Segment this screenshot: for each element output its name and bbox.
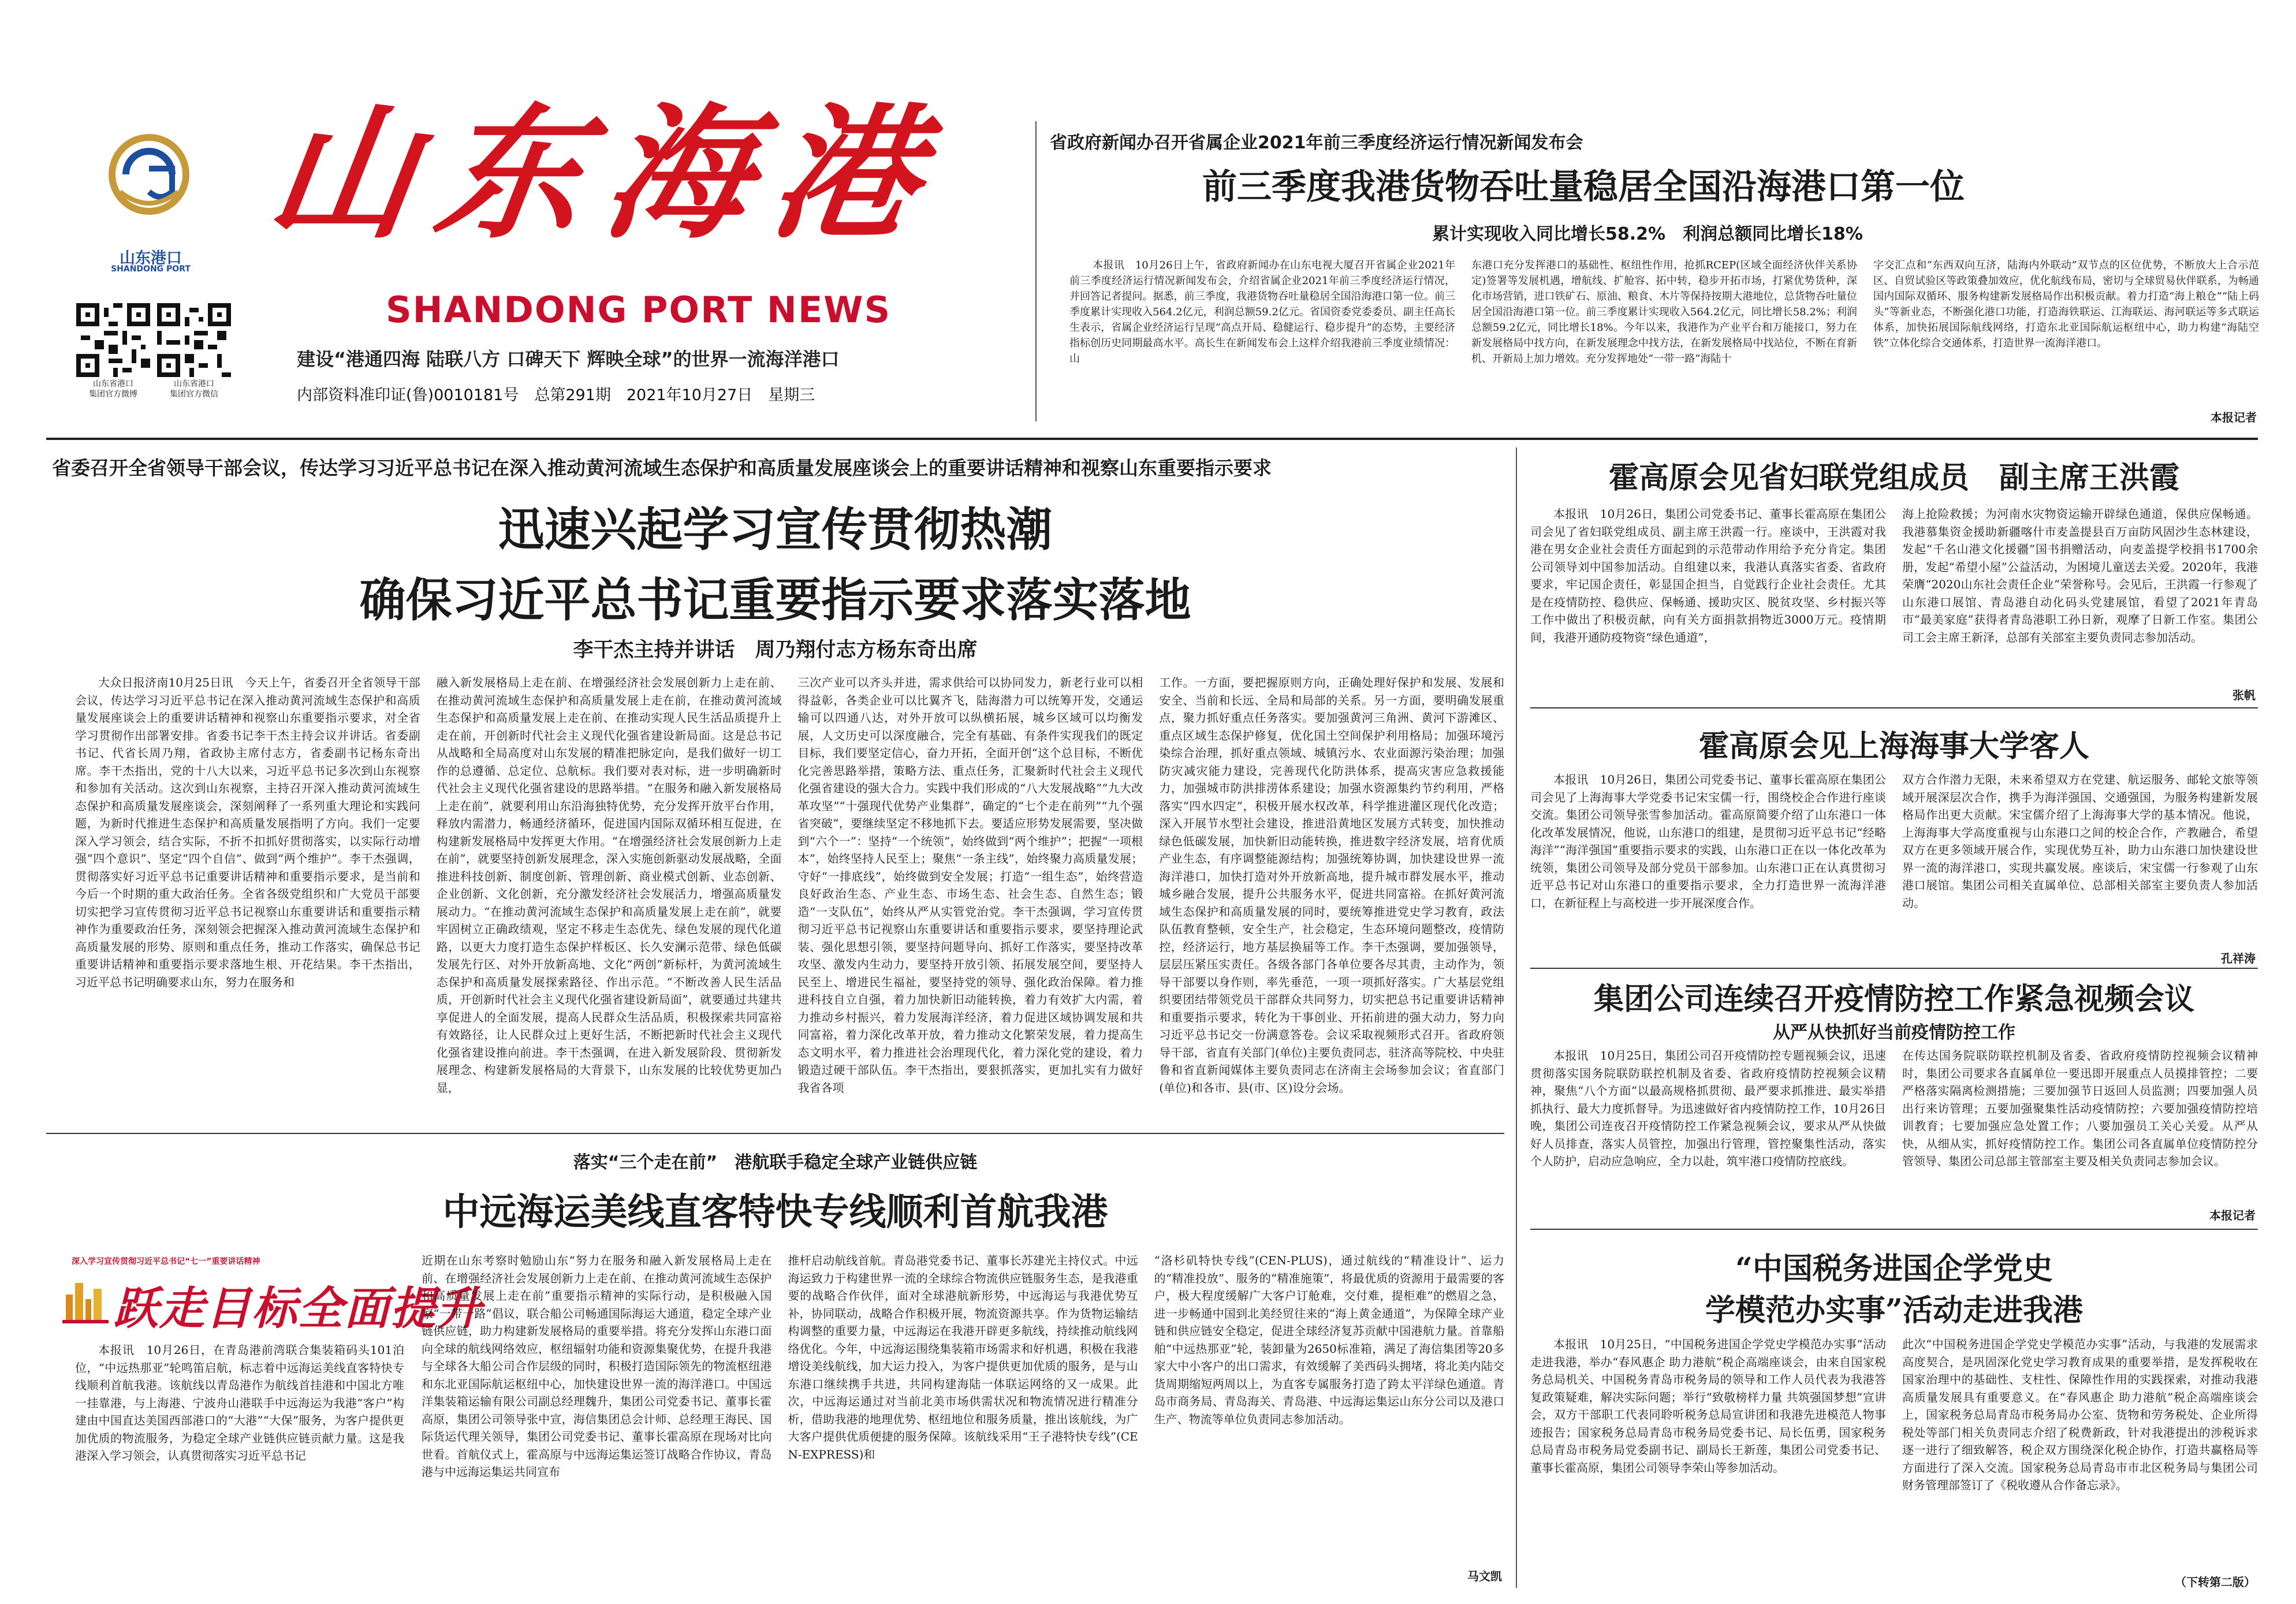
story-shipping-col-1: 本报讯 10月26日，在青岛港前湾联合集装箱码头101泊位，“中远热那亚”轮鸣笛启航，标志着中远海运美线直客特快专线顺利首航我港。该航线以青岛港作为航线首挂港和中国北方唯一挂靠港，与上海港、宁波舟山港联手中远海运为我港“客户”构建由中国直达美国西部港口的“大港”“大保”服务，为客户提供更加优质的物流服务，为稳定全球产业链供应链贡献力量。这是我港深入学习领会，认真贯彻落实习近平总书记 (75, 1343, 404, 1463)
issue-line: 内部资料准印证(鲁)0010181号 总第291期 2021年10月27日 星期三 (297, 386, 815, 404)
top-story-signature: 本报记者 (2205, 408, 2257, 425)
story-tax-headline-1: “中国税务进国企学党史 (1735, 1251, 2053, 1286)
study-campaign-badge (62, 1252, 483, 1335)
story-tax-continued: （下转第二版） (2169, 1573, 2256, 1590)
logo-en: SHANDONG PORT (111, 264, 191, 274)
story-shipping-body (422, 1252, 1504, 1584)
story-women-federation (1530, 447, 2258, 704)
right-rule-1 (1530, 707, 2258, 708)
main-column-divider (1516, 447, 1517, 1588)
story-shmu-col-1: 本报讯 10月26日，集团公司党委书记、董事长霍高原在集团公司会见了上海海事大学党委书记宋宝儒一行，围绕校企合作进行座谈交流。集团公司领导张雪参加活动。霍高原简要介绍了山东港口一体化改革发展情况，他说，山东港口的组建，是贯彻习近平总书记“经略海洋”“海洋强国”重要指示要求的实践，山东港口正在以一体化改革为统领，集团公司领导及部分党员干部参加。山东港口正在认真贯彻习近平总书记对山东港口的重要指示要求，全力打造世界一流海洋港口，在新征程上与高校进一步开展深度合作。 (1530, 773, 1886, 910)
qr-code-wechat-icon (157, 303, 231, 377)
story-epidemic-body (1530, 1047, 2258, 1223)
story-women-federation-body (1530, 505, 2258, 703)
story-women-signature: 张帆 (2227, 686, 2256, 703)
story-women-col-2: 海上抢险救援；为河南水灾物资运输开辟绿色通道，保供应保畅通。我港慕集资金援助新疆喀什市麦盖提县百万亩防风固沙生态林建设，发起“千名山港文化援疆”国书捐赠活动，向麦盖提学校捐书1700余册，发起“希望小屋”公益活动，为困境儿童送去关爱。2020年，我港荣膺“2020山东社会责任企业”荣誉称号。会见后，王洪霞一行参观了山东港口展馆、青岛港自动化码头党建展馆，看望了2021年青岛市“最美家庭”获得者青岛港职工孙日新，观摩了日新工作室。集团公司工会主席王新泽，总部有关部室主要负责同志参加活动。 (1902, 507, 2258, 644)
top-story-col-2: 东港口充分发挥港口的基础性、枢纽性作用，抢抓RCEP(区域全面经济伙伴关系协定)签署等发展机遇，增航线、扩舱容、拓中转，稳步开拓市场，打紧优势货种，深化市场营销，进口铁矿石、原油、粮食、木片等保持按期大港地位，总货物吞吐量位居全国沿海港口第一位。前三季度累计实现收入564.2亿元，同比增长58.2%；利润总额59.2亿元，同比增长18%。今年以来，我港作为产业平台和万能接口，努力在新发展格局中找方向，在新发展理念中找方法，在新发展格局中找站位，不断在育新机、开新局上加力增效。充分发挥地处“一带一路”海陆十 (1471, 259, 1857, 365)
story-tax-headline-2: 学模范办实事”活动走进我港 (1705, 1293, 2083, 1328)
shandong-port-logo-icon (103, 128, 195, 244)
story-tax-col-2: 此次“中国税务进国企学党史学模范办实事”活动，与我港的发展需求高度契合，是巩固深化党史学习教育成果的重要举措，是发挥税收在国家治理中的基础性、支柱性、保障性作用的实践探索，对推动我港高质量发展具有重要意义。在“春风惠企 助力港航”税企高端座谈会上，国家税务总局青岛市税务局办公室、货物和劳务税处、企业所得税处等部门相关负责同志介绍了税费新政，针对我港提出的涉税诉求逐一进行了细致解答，税企双方围绕深化税企协作，打造共赢格局等方面进行了深入交流。国家税务总局青岛市市北区税务局与集团公司财务管理部签订了《税收遵从合作备忘录》。 (1902, 1337, 2258, 1492)
top-story (1046, 121, 2259, 433)
top-story-headline: 前三季度我港货物吞吐量稳居全国沿海港口第一位 (1202, 167, 1965, 207)
logo-text: 山东港口 (120, 249, 182, 267)
city-skyline-icon (62, 1271, 109, 1323)
story-shipping-col-2: 近期在山东考察时勉励山东“努力在服务和融入新发展格局上走在前、在增强经济社会发展创新力上走在前、在推动黄河流域生态保护和高质量发展上走在前”重要指示精神的实际行动，是积极融入国家“一带一路”倡议，联合船公司畅通国际海运大通道，稳定全球产业链供应链，助力构建新发展格局的重要举措。将充分发挥山东港口面向全球的航线网络效应，枢纽辐射功能和资源集聚优势，在提升我港与全球各大船公司合作层级的同时，积极打造国际领先的物流枢纽港和东北亚国际航运枢纽中心，加快建设世界一流的海洋港口。中国远洋集装箱运输有限公司副总经理魏升，集团公司党委书记、董事长霍高原，集团公司领导张中宣，海信集团总会计师、总经理王海民、国际货运代理关领导，集团公司党委书记、董事长霍高原在现场对比向世看。首航仪式上，霍高原与中远海运集运签订战略合作协议，青岛港与中远海运集运共同宣布 (422, 1254, 772, 1479)
masthead-slogan: 建设“港通四海 陆联八方 口碑天下 辉映全球”的世界一流海洋港口 (297, 348, 840, 370)
qr-weibo-label: 山东省港口 集团官方微博 (89, 379, 137, 399)
lead-story (46, 447, 1504, 1129)
lead-story-headline-1: 迅速兴起学习宣传贯彻热潮 (498, 502, 1053, 557)
story-shmu-col-2: 双方合作潜力无限，未来希望双方在党建、航运服务、邮轮文旅等领域开展深层次合作，携手为海洋强国、交通强国，为服务构建新发展格局作出更大贡献。宋宝儒介绍了上海海事大学的基本情况。他说，上海海事大学高度重视与山东港口之间的校企合作，产教融合，希望双方在更多领域开展合作，实现优势互补，助力山东港口加快建设世界一流的海洋港口，实现共赢发展。座谈后，宋宝儒一行参观了山东港口展馆。集团公司相关直属单位、总部相关部室主要负责人参加活动。 (1902, 773, 2258, 910)
lead-story-subhead: 李干杰主持并讲话 周乃翔付志方杨东奇出席 (573, 639, 978, 662)
right-rule-3 (1530, 1229, 2258, 1230)
story-tax (1530, 1233, 2258, 1591)
story-shipping-col-1-wrap (75, 1341, 404, 1584)
story-shipping-signature: 马文凯 (1462, 1567, 1502, 1584)
story-shanghai-maritime (1530, 711, 2258, 965)
top-story-kicker: 省政府新闻办召开省属企业2021年前三季度经济运行情况新闻发布会 (1050, 133, 1583, 153)
lead-story-kicker: 省委召开全省领导干部会议，传达学习习近平总书记在深入推动黄河流域生态保护和高质量发展座谈会上的重要讲话精神和视察山东重要指示要求 (52, 457, 1272, 479)
top-story-subhead: 累计实现收入同比增长58.2% 利润总额同比增长18% (1432, 224, 1863, 244)
story-shipping-headline: 中远海运美线直客特快专线顺利首航我港 (442, 1191, 1108, 1234)
story-tax-col-1: 本报讯 10月25日，“中国税务进国企学党史学模范办实事”活动走进我港，举办“春风惠企 助力港航”税企高端座谈会，由来自国家税务总局机关、中国税务青岛市税务局的领导和工作人员代表为我港答复政策疑难，解决实际问题；举行“致敬榜样力量 共筑强国梦想”宣讲会，双方干部职工代表同聆听税务总局宣讲团和我港先进模范人物事迹报告；国家税务总局青岛市税务局党委书记、局长伍勇，国家税务总局青岛市税务局党委副书记、副局长王新莲，集团公司党委书记、董事长霍高原，集团公司领导李荣山等参加活动。 (1530, 1337, 1886, 1475)
masthead-rule (46, 438, 2258, 440)
story-shipping-kicker: 落实“三个走在前” 港航联手稳定全球产业链供应链 (573, 1152, 978, 1173)
story-tax-body (1530, 1336, 2258, 1590)
lead-story-col-1: 大众日报济南10月25日讯 今天上午，省委召开全省领导干部会议，传达学习习近平总书记在深入推动黄河流域生态保护和高质量发展座谈会上的重要讲话精神和视察山东重要指示要求，对全省学习贯彻作出部署安排。省委书记李干杰主持会议并讲话。省委副书记、代省长周乃翔，省政协主席付志方，省委副书记杨东奇出席。李干杰指出，党的十八大以来，习近平总书记多次到山东视察和参加有关活动。这次到山东视察，主持召开深入推动黄河流域生态保护和高质量发展座谈会，深刻阐释了一系列重大理论和实践问题，为新时代推进生态保护和高质量发展指明了方向。我们一定要深入学习领会，结合实际，不折不扣抓好贯彻落实，以实际行动增强“四个意识”、坚定“四个自信”、做到“两个维护”。李干杰强调，贯彻落实好习近平总书记重要讲话精神和重要指示要求，是当前和今后一个时期的重大政治任务。全省各级党组织和广大党员干部要切实把学习宣传贯彻习近平总书记视察山东重要讲话和重要指示精神作为重要政治任务，深刻领会把握深入推动黄河流域生态保护和高质量发展的形势、原则和重点任务，推动工作落实，确保总书记重要讲话精神和重要指示要求落地生根、开花结果。李干杰指出，习近平总书记明确要求山东，努力在服务和 (75, 676, 420, 989)
lead-story-body (75, 674, 1504, 1130)
story-epidemic-headline: 集团公司连续召开疫情防控工作紧急视频会议 (1593, 982, 2194, 1017)
story-epidemic (1530, 972, 2258, 1226)
story-women-federation-headline: 霍高原会见省妇联党组成员 副主席王洪霞 (1608, 460, 2179, 495)
lead-story-col-2: 融入新发展格局上走在前、在增强经济社会发展创新力上走在前、在推动黄河流域生态保护和高质量发展上走在前，在推动黄河流域生态保护和高质量发展上走在前、在推动实现人民生活品质提升上走在前，开创新时代社会主义现代化强省建设新局面。这是总书记从战略和全局高度对山东发展的精准把脉定向，是我们做好一切工作的总遵循、总定位、总航标。我们要对表对标，进一步明确新时代社会主义现代化强省建设的思路举措。“在服务和融入新发展格局上走在前”，就要利用山东沿海独特优势，充分发挥开放平台作用，释放内需潜力，畅通经济循环，促进国内国际双循环相互促进，在构建新发展格局中发挥更大作用。“在增强经济社会发展创新力上走在前”，就要坚持创新发展理念，深入实施创新驱动发展战略，全面推进科技创新、制度创新、管理创新、商业模式创新、业态创新、企业创新、文化创新，充分激发经济社会发展活力，增强高质量发展动力。“在推动黄河流域生态保护和高质量发展上走在前”，就要牢固树立正确政绩观，坚定不移走生态优先、绿色发展的现代化道路，以更大力度打造生态保护样板区、长久安澜示范带、绿色低碳发展先行区、对外开放新高地、文化“两创”新标杆，为黄河流域生态保护和高质量发展探索路径、作出示范。“不断改善人民生活品质，开创新时代社会主义现代化强省建设新局面”，就要通过共建共享促进人的全面发展，提高人民群众生活品质，积极探索共同富裕有效路径，让人民群众过上更好生活，不断把新时代社会主义现代化强省建设推向前进。李干杰强调，在进入新发展阶段、贯彻新发展理念、构建新发展格局的大背景下，山东发展的比较优势更加凸显， (436, 676, 782, 1095)
masthead (0, 0, 1034, 442)
masthead-title: 山东海港 (259, 88, 953, 258)
story-shmu-signature: 孔祥涛 (2215, 949, 2256, 966)
story-shanghai-maritime-body (1530, 771, 2258, 966)
story-epidemic-signature: 本报记者 (2204, 1206, 2256, 1223)
story-shipping-col-3: 推杆启动航线首航。青岛港党委书记、董事长苏建光主持仪式。中远海运致力于构建世界一流的全球综合物流供应链服务生态，是我港重要的战略合作伙伴，面对全球港航新形势，中远海运与我港优势互补，协同联动，战略合作积极开展，物流资源共享。作为货物运输结构调整的重要力量，中远海运在我港开辟更多航线，持续推动航线网络优化。今年，中远海运围绕集装箱市场需求和好机遇，积极在我港增设美线航线，加大运力投入，为客户提供更加优质的服务，是与山东港口继续携手共进，共同构建海陆一体联运网络的又一成果。此次，中远海运通过对当前北美市场供需状况和物流情况进行精准分析，借助我港的地理优势、枢纽地位和服务质量，推出该航线，为广大客户提供优质便捷的服务保障。该航线采用“王子港特快专线”(CEN-EXPRESS)和 (788, 1254, 1138, 1461)
lower-left-rule (46, 1133, 1504, 1134)
lead-story-headline-2: 确保习近平总书记重要指示要求落实落地 (359, 573, 1191, 627)
story-shanghai-maritime-headline: 霍高原会见上海海事大学客人 (1698, 729, 2089, 764)
story-shipping (46, 1136, 1504, 1588)
story-epidemic-col-2: 在传达国务院联防联控机制及省委、省政府疫情防控视频会议精神时，集团公司要求各直属单位一要迅即开展重点人员摸排管控；二要严格落实隔离检测措施；三要加强节日返回人员监测；四要加强人员出行来访管理；五要加强聚集性活动疫情防控；六要加强疫情防控培训教育；七要加强应急处置工作；八要加强员工关心关爱。从严从快，从细从实，抓好疫情防控工作。集团公司各直属单位疫情防控分管领导、集团公司总部主管部室主要及相关负责同志参加会议。 (1902, 1049, 2258, 1168)
qr-code-weibo-icon (76, 303, 150, 377)
lead-story-col-4: 工作。一方面，要把握原则方向，正确处理好保护和发展、发展和安全、当前和长远、全局和局部的关系。另一方面，要明确发展重点，聚力抓好重点任务落实。要加强黄河三角洲、黄河下游滩区、重点区域生态保护修复，优化国土空间保护利用格局；加强环境污染综合治理，抓好重点领域、城镇污水、农业面源污染治理；加强防灾减灾能力建设，完善现代化防洪体系，提高灾害应急救援能力，加强城市防洪排涝体系建设；加强水资源集约节约利用，严格落实“四水四定”，积极开展水权改革，科学推进灌区现代化改造；深入开展节水型社会建设，推进沿黄地区发展方式转变，加快推动绿色低碳发展，加快新旧动能转换，推进数字经济发展，培育优质产业生态，有序调整能源结构；加强统筹协调，加快建设世界一流海洋港口，加快打造对外开放新高地，提升城市群发展水平，推动城乡融合发展，提升公共服务水平，促进共同富裕。在抓好黄河流域生态保护和高质量发展的同时，要统筹推进党史学习教育，政法队伍教育整顿，安全生产，社会稳定，生态环境问题整改，疫情防控，经济运行，地方基层换届等工作。李干杰强调，要加强领导，层层压紧压实责任。各级各部门各单位要各尽其责，主动作为，领导干部要以身作则，率先垂范，一项一项抓好落实。广大基层党组织要团结带领党员干部群众共同努力，切实把总书记重要讲话精神和重要指示要求，转化为干事创业、开拓前进的强大动力，努力向习近平总书记交一份满意答卷。会议采取视频形式召开。省政府领导干部，省直有关部门(单位)主要负责同志，驻济高等院校、中央驻鲁和省直新闻媒体主要负责同志在济南主会场参加会议；省直部门(单位)和各市、县(市、区)设分会场。 (1159, 676, 1504, 1095)
qr-wechat-label: 山东省港口 集团官方微信 (170, 379, 218, 399)
story-epidemic-col-1: 本报讯 10月25日，集团公司召开疫情防控专题视频会议，迅速贯彻落实国务院联防联控机制及省委、省政府疫情防控视频会议精神，聚焦“八个方面”以最高规格抓贯彻、最严要求抓推进、最实举措抓执行、最大力度抓督导。为迅速做好省内疫情防控工作，10月26日晚，集团公司连夜召开疫情防控工作紧急视频会议，要求从严从快做好人员排查，落实人员管控，加强出行管理，管控聚集性活动，落实个人防护，启动应急响应，全力以赴，筑牢港口疫情防控底线。 (1530, 1049, 1886, 1168)
right-rule-2 (1530, 968, 2258, 969)
study-campaign-badge-large: 跃走目标全面提升 (113, 1282, 483, 1335)
story-shipping-col-4: “洛杉矶特快专线”(CEN-PLUS)，通过航线的“精准设计”、运力的“精准投放”、服务的“精准施策”，将最优质的资源用于最需要的客户，极大程度缓解广大客户订舱难，交付难，提柜难”的燃眉之急，进一步畅通中国到北美经贸往来的“海上黄金通道”，为保障全球产业链和供应链安全稳定，促进全球经济复苏贡献中国港航力量。首靠船舶“中远热那亚”轮，装卸量为2650标准箱，满足了海信集团等20多家大中小客户的出口需求，有效缓解了美西码头拥堵，将北美内陆交货周期缩短两周以上，为直客专属服务打造了跨太平洋绿色通道。青岛市商务局、青岛海关、青岛港、中远海运集运山东分公司以及港口生产、物流等单位负责同志参加活动。 (1154, 1254, 1504, 1426)
top-story-col-1: 本报讯 10月26日上午，省政府新闻办在山东电视大厦召开省属企业2021年前三季度经济运行情况新闻发布会，介绍省属企业2021年前三季度经济运行情况，并回答记者提问。据悉，前三季度，我港货物吞吐量稳居全国沿海港口第一位。前三季度累计实现收入564.2亿元，利润总额59.2亿元。省国资委党委委员、副主任高长生表示，省属企业经济运行呈现“高点开局、稳健运行、稳步提升”的态势，主要经济指标创历史同期最高水平。高长生在新闻发布会上这样介绍我港前三季度业绩情况：山 (1069, 259, 1455, 365)
story-women-col-1: 本报讯 10月26日，集团公司党委书记、董事长霍高原在集团公司会见了省妇联党组成员、副主席王洪霞一行。座谈中，王洪霞对我港在男女企业社会责任方面起到的示范带动作用给予充分肯定。集团公司领导刘中国参加活动。自组建以来，我港认真落实省委、省政府要求，牢记国企责任，彰显国企担当，自觉践行企业社会责任。尤其是在疫情防控、稳供应、保畅通、援助灾区、脱贫攻坚、乡村振兴等工作中做出了积极贡献，向有关方面捐款捐物近3000万元。疫情期间，我港开通防疫物资“绿色通道”， (1530, 507, 1886, 644)
masthead-title-en: SHANDONG PORT NEWS (386, 289, 892, 331)
top-story-col-3: 字交汇点和“东西双向互济，陆海内外联动”双节点的区位优势，不断放大上合示范区、自贸试验区等政策叠加效应，优化航线布局，密切与全球贸易伙伴联系，为畅通国内国际双循环、服务构建新发展格局作出积极贡献。着力打造“海上粮仓”“陆上码头”等新业态，不断强化港口功能，打造海铁联运、江海联运、海河联运等多式联运体系，加快拓展国际航线网络，打造东北亚国际航运枢纽中心，助力构建“海陆空铁”立体化综合交通体系，打造世界一流海洋港口。 (1873, 259, 2259, 349)
lead-story-col-3: 三次产业可以齐头并进，需求供给可以协同发力，新老行业可以相得益彰，各类企业可以比翼齐飞，陆海潜力可以统筹开发，交通运输可以四通八达，对外开放可以纵横拓展，城乡区域可以均衡发展，人文历史可以深度融合，完全有基础、有条件实现我们的既定目标，我们要坚定信心，奋力开拓，全面开创“这个总目标，不断优化完善思路举措，策略方法、重点任务，汇聚新时代社会主义现代化强省建设的强大合力。实践中我们形成的“八大发展战略”“九大改革攻坚”“十强现代优势产业集群”，确定的“七个走在前列”“九个强省突破”，要继续坚定不移地抓下去。要适应形势发展需要，坚决做到“六个一”：坚持“一个统领”，始终做到“两个维护”；把握“一项根本”，始终坚持人民至上；聚焦“一条主线”，始终聚力高质量发展；守好“一排底线”，始终做到安全发展；打造“一组生态”，始终营造良好政治生态、产业生态、市场生态、社会生态、自然生态；锻造“一支队伍”，始终从严从实管党治党。李干杰强调，学习宣传贯彻习近平总书记视察山东重要讲话和重要指示要求，要坚持理论武装、强化思想引领，要坚持问题导向、抓好工作落实，要坚持改革攻坚、激发内生动力，要坚持开放引领、拓展发展空间，要坚持人民至上、增进民生福祉，要坚持党的领导、强化政治保障。着力推进科技自立自强，着力加快新旧动能转换，着力有效扩大内需，着力推动乡村振兴，着力发展海洋经济，着力促进区域协调发展和共同富裕，着力深化改革开放，着力推动文化繁荣发展，着力提高生态文明水平，着力推进社会治理现代化，着力深化党的建设，着力锻造过硬干部队伍。李干杰指出，要狠抓落实，更加扎实有力做好我省各项 (797, 676, 1143, 1095)
story-epidemic-subhead: 从严从快抓好当前疫情防控工作 (1773, 1023, 2015, 1043)
top-story-body (1069, 258, 2259, 425)
masthead-divider (1035, 121, 1037, 421)
study-campaign-badge-small: 深入学习宣传贯彻习近平总书记“七一”重要讲话精神 (72, 1257, 260, 1266)
